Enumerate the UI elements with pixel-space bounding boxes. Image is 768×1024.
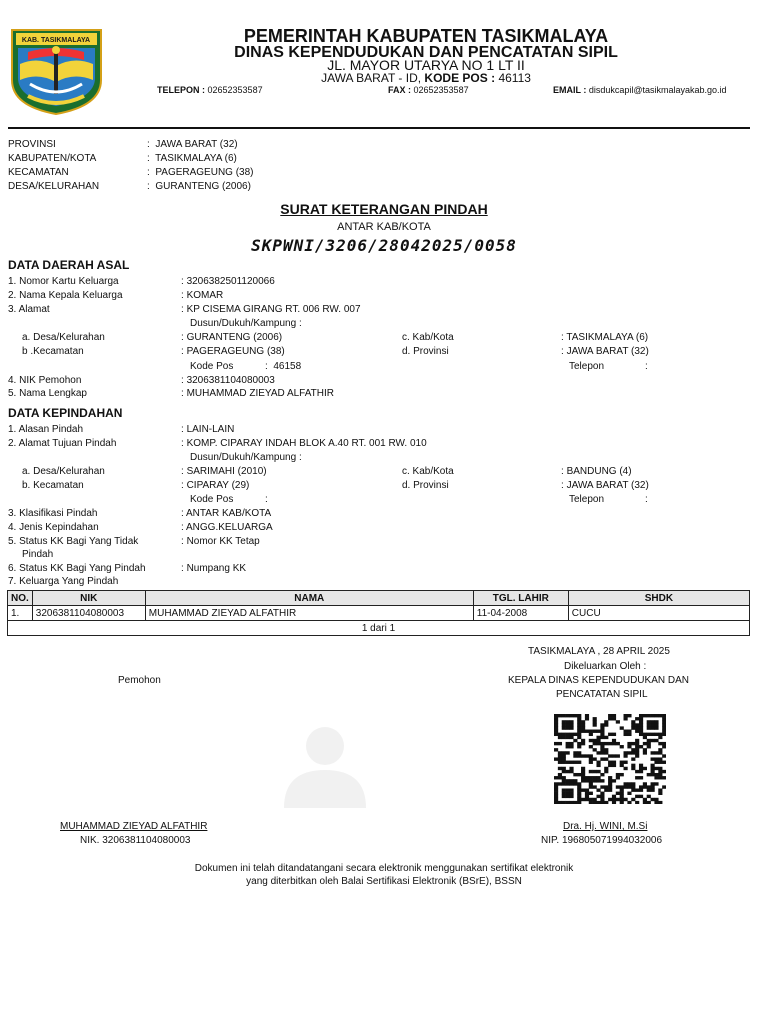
field-label: 5. Status KK Bagi Yang Tidak xyxy=(8,536,139,547)
field-label: 7. Keluarga Yang Pindah xyxy=(8,576,119,587)
agency-fax: FAX : 02652353587 xyxy=(388,85,469,95)
field-label: Kode Pos xyxy=(190,361,234,372)
dusun-label: Dusun/Dukuh/Kampung : xyxy=(190,318,302,329)
field-label: a. Desa/Kelurahan xyxy=(22,332,105,343)
field-label: 4. NIK Pemohon xyxy=(8,375,82,386)
field-value: : 46158 xyxy=(265,361,302,372)
field-label: b. Kecamatan xyxy=(22,480,84,491)
region-label: KECAMATAN xyxy=(8,167,69,178)
field-value: : xyxy=(645,361,648,372)
applicant-avatar-placeholder xyxy=(280,722,370,808)
field-value: : KOMAR xyxy=(181,290,224,301)
office-title-line1: KEPALA DINAS KEPENDUDUKAN DAN xyxy=(508,675,689,686)
issued-by-label: Dikeluarkan Oleh : xyxy=(564,661,647,672)
region-value: : JAWA BARAT (32) xyxy=(147,139,238,150)
region-value: : GURANTENG (2006) xyxy=(147,181,251,192)
field-value: : 3206382501120066 xyxy=(181,276,275,287)
field-label: 3. Alamat xyxy=(8,304,50,315)
region-label: DESA/KELURAHAN xyxy=(8,181,100,192)
table-cell: 3206381104080003 xyxy=(32,606,145,621)
field-label: Pindah xyxy=(22,549,54,560)
table-row xyxy=(8,606,750,621)
field-label: Kode Pos xyxy=(190,494,234,505)
field-label: Telepon xyxy=(569,494,605,505)
field-value: : KP CISEMA GIRANG RT. 006 RW. 007 xyxy=(181,304,361,315)
field-label: 2. Nama Kepala Keluarga xyxy=(8,290,123,301)
table-cell: MUHAMMAD ZIEYAD ALFATHIR xyxy=(145,606,473,621)
applicant-name: MUHAMMAD ZIEYAD ALFATHIR xyxy=(60,821,208,832)
region-label: KABUPATEN/KOTA xyxy=(8,153,97,164)
region-label: PROVINSI xyxy=(8,139,56,150)
family-members-table xyxy=(7,590,750,636)
table-footer-row xyxy=(8,621,750,636)
office-title-line2: PENCATATAN SIPIL xyxy=(556,689,648,700)
field-label: 1. Alasan Pindah xyxy=(8,424,84,435)
header-divider xyxy=(8,127,750,129)
section-heading-asal: DATA DAERAH ASAL xyxy=(8,258,130,272)
agency-phone: TELEPON : 02652353587 xyxy=(157,85,263,95)
field-label: 4. Jenis Kepindahan xyxy=(8,522,99,533)
column-header-nik: NIK xyxy=(32,591,145,606)
field-value: : KOMP. CIPARAY INDAH BLOK A.40 RT. 001 RW. 010 xyxy=(181,438,427,449)
field-label: a. Desa/Kelurahan xyxy=(22,466,105,477)
document-number: SKPWNI/3206/28042025/0058 xyxy=(251,236,517,255)
agency-region: JAWA BARAT - ID, KODE POS : 46113 xyxy=(321,71,531,85)
field-value: : GURANTENG (2006) xyxy=(181,332,283,343)
agency-address: JL. MAYOR UTARYA NO 1 LT II xyxy=(327,57,525,73)
agency-title: PEMERINTAH KABUPATEN TASIKMALAYA xyxy=(243,26,609,46)
field-label: b .Kecamatan xyxy=(22,346,84,357)
field-value: : MUHAMMAD ZIEYAD ALFATHIR xyxy=(181,388,334,399)
applicant-nik: NIK. 3206381104080003 xyxy=(80,835,191,846)
field-value: : CIPARAY (29) xyxy=(181,480,250,491)
e-signature-notice-line2: yang diterbitkan oleh Balai Sertifikasi Elektronik (BSrE), BSSN xyxy=(246,876,522,887)
field-label: d. Provinsi xyxy=(402,346,449,357)
page-counter: 1 dari 1 xyxy=(8,621,750,636)
field-value: : Nomor KK Tetap xyxy=(181,536,260,547)
field-value: : PAGERAGEUNG (38) xyxy=(181,346,285,357)
field-value: : Numpang KK xyxy=(181,563,247,574)
field-label: c. Kab/Kota xyxy=(402,332,454,343)
table-cell: 11-04-2008 xyxy=(473,606,568,621)
region-value: : TASIKMALAYA (6) xyxy=(147,153,237,164)
field-value: : JAWA BARAT (32) xyxy=(561,346,649,357)
field-value: : TASIKMALAYA (6) xyxy=(561,332,649,343)
signature-qr-code xyxy=(554,714,666,804)
region-value: : PAGERAGEUNG (38) xyxy=(147,167,254,178)
field-label: Telepon xyxy=(569,361,605,372)
column-header-shdk: SHDK xyxy=(568,591,749,606)
table-cell: 1. xyxy=(8,606,33,621)
document-title: SURAT KETERANGAN PINDAH xyxy=(280,201,488,217)
field-value: : LAIN-LAIN xyxy=(181,424,235,435)
field-label: 2. Alamat Tujuan Pindah xyxy=(8,438,117,449)
column-header-no: NO. xyxy=(8,591,33,606)
column-header-nama: NAMA xyxy=(145,591,473,606)
document-subtitle: ANTAR KAB/KOTA xyxy=(337,221,431,233)
agency-email: EMAIL : disdukcapil@tasikmalayakab.go.id xyxy=(553,85,727,95)
field-value: : SARIMAHI (2010) xyxy=(181,466,267,477)
table-cell: CUCU xyxy=(568,606,749,621)
field-value: : JAWA BARAT (32) xyxy=(561,480,649,491)
field-value: : 3206381104080003 xyxy=(181,375,275,386)
field-label: c. Kab/Kota xyxy=(402,466,454,477)
table-header-row xyxy=(8,591,750,606)
column-header-tgl-lahir: TGL. LAHIR xyxy=(473,591,568,606)
section-heading-kepindahan: DATA KEPINDAHAN xyxy=(8,406,123,420)
field-value: : xyxy=(645,494,648,505)
field-label: 6. Status KK Bagi Yang Pindah xyxy=(8,563,146,574)
tasikmalaya-emblem-logo xyxy=(8,24,105,116)
department-title: DINAS KEPENDUDUKAN DAN PENCATATAN SIPIL xyxy=(234,44,618,61)
field-value: : ANGG.KELUARGA xyxy=(181,522,273,533)
field-value: : xyxy=(265,494,268,505)
e-signature-notice-line1: Dokumen ini telah ditandatangani secara elektronik menggunakan sertifikat elektronik xyxy=(194,863,574,874)
field-label: 3. Klasifikasi Pindah xyxy=(8,508,98,519)
field-value: : BANDUNG (4) xyxy=(561,466,632,477)
field-label: 1. Nomor Kartu Keluarga xyxy=(8,276,119,287)
field-label: d. Provinsi xyxy=(402,480,449,491)
place-date: TASIKMALAYA , 28 APRIL 2025 xyxy=(528,646,670,657)
dusun-label: Dusun/Dukuh/Kampung : xyxy=(190,452,302,463)
official-name: Dra. Hj. WINI, M.Si xyxy=(563,821,648,832)
field-value: : ANTAR KAB/KOTA xyxy=(181,508,272,519)
svg-text:KAB. TASIKMALAYA: KAB. TASIKMALAYA xyxy=(21,37,91,44)
official-nip: NIP. 196805071994032006 xyxy=(541,835,663,846)
field-label: 5. Nama Lengkap xyxy=(8,388,87,399)
applicant-label: Pemohon xyxy=(118,675,161,686)
